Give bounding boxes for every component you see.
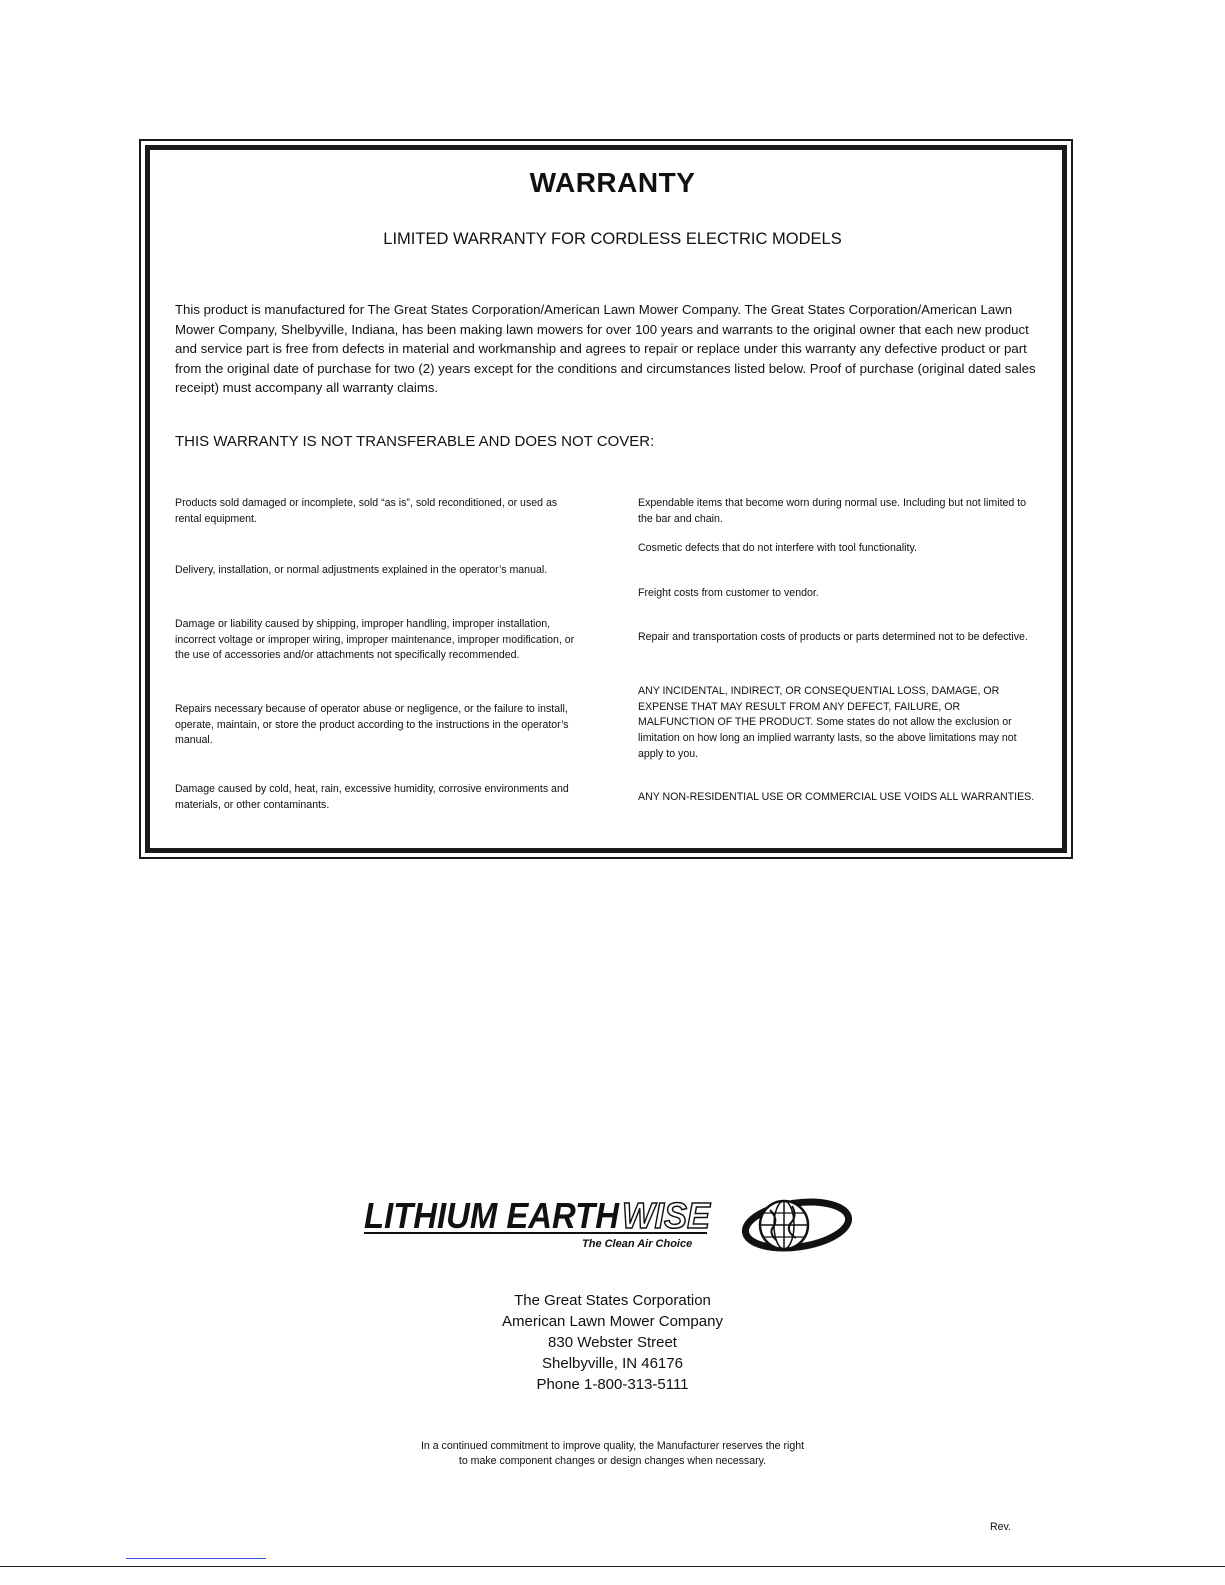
exclusion-item: Damage caused by cold, heat, rain, excessive humidity, corrosive environments and materials, or other contaminants. <box>175 783 569 811</box>
exclusion-item: Freight costs from customer to vendor. <box>638 587 819 599</box>
globe-icon <box>760 1201 808 1249</box>
exclusion-item: Delivery, installation, or normal adjustments explained in the operator’s manual. <box>175 564 548 576</box>
footer-rule <box>0 1566 1225 1567</box>
exclusion-item: Damage or liability caused by shipping, improper handling, improper installation, incorrect voltage or improper wiring, improper maintenance, improper modification, or the use of accessories and/or attachments not specifically recommended. <box>175 618 575 662</box>
svg-text:The Clean Air Choice <box>582 1238 692 1250</box>
svg-text:WISE <box>622 1195 711 1236</box>
address-line: 830 Webster Street <box>548 1334 677 1351</box>
address-line: American Lawn Mower Company <box>502 1313 723 1330</box>
company-address <box>0 1290 1225 1395</box>
warranty-intro: This product is manufactured for The Great States Corporation/American Lawn Mower Company. The Great States Corporation/American Lawn Mower Company, Shelbyville, Indiana, has been making lawn mowers for over 100 years and warrants to the original owner that each new product and service part is free from defects in material and workmanship and agrees to repair or replace under this warranty any defective product or part from the original date of purchase for two (2) years except for the conditions and circumstances listed below. Proof of purchase (original dated sales receipt) must accompany all warranty claims. <box>175 302 1036 396</box>
address-line: Shelbyville, IN 46176 <box>542 1355 683 1372</box>
manufacturer-note <box>0 1439 1225 1469</box>
address-line: The Great States Corporation <box>514 1292 711 1309</box>
logo-brand-outline: WISE <box>622 1195 711 1236</box>
svg-text:LITHIUM EARTH <box>364 1195 620 1236</box>
logo-tagline: The Clean Air Choice <box>582 1238 693 1250</box>
exclusion-item: Repairs necessary because of operator abuse or negligence, or the failure to install, operate, maintain, or store the product according to the instructions in the operator’s manual. <box>175 703 569 747</box>
note-line: In a continued commitment to improve quality, the Manufacturer reserves the right <box>420 1440 805 1452</box>
footer-link-underline <box>126 1558 266 1559</box>
warranty-subtitle: LIMITED WARRANTY FOR CORDLESS ELECTRIC MODELS <box>383 230 842 248</box>
exclusion-item: Cosmetic defects that do not interfere with tool functionality. <box>638 542 917 554</box>
note-line: to make component changes or design changes when necessary. <box>458 1455 767 1467</box>
exclusion-item: Expendable items that become worn during normal use. Including but not limited to the bar and chain. <box>638 497 1027 525</box>
phone-line: Phone 1-800-313-5111 <box>536 1376 689 1393</box>
lithium-earthwise-logo <box>362 1190 852 1260</box>
not-cover-heading: THIS WARRANTY IS NOT TRANSFERABLE AND DOES NOT COVER: <box>175 433 655 450</box>
revision-label: Rev. <box>990 1521 1011 1533</box>
warranty-title: WARRANTY <box>529 167 696 198</box>
exclusion-item: ANY NON-RESIDENTIAL USE OR COMMERCIAL USE VOIDS ALL WARRANTIES. <box>638 791 1035 803</box>
logo-brand-bold: LITHIUM EARTH <box>364 1195 620 1236</box>
exclusion-item: Repair and transportation costs of products or parts determined not to be defective. <box>638 631 1028 643</box>
exclusion-item: ANY INCIDENTAL, INDIRECT, OR CONSEQUENTIAL LOSS, DAMAGE, OR EXPENSE THAT MAY RESULT FROM ANY DEFECT, FAILURE, OR MALFUNCTION OF THE PRODUCT. Some states do not allow the exclusion or limitation on how long an implied warranty lasts, so the above limitations may not apply to you. <box>638 685 1017 760</box>
exclusion-item: Products sold damaged or incomplete, sold “as is”, sold reconditioned, or used as rental equipment. <box>175 497 558 525</box>
